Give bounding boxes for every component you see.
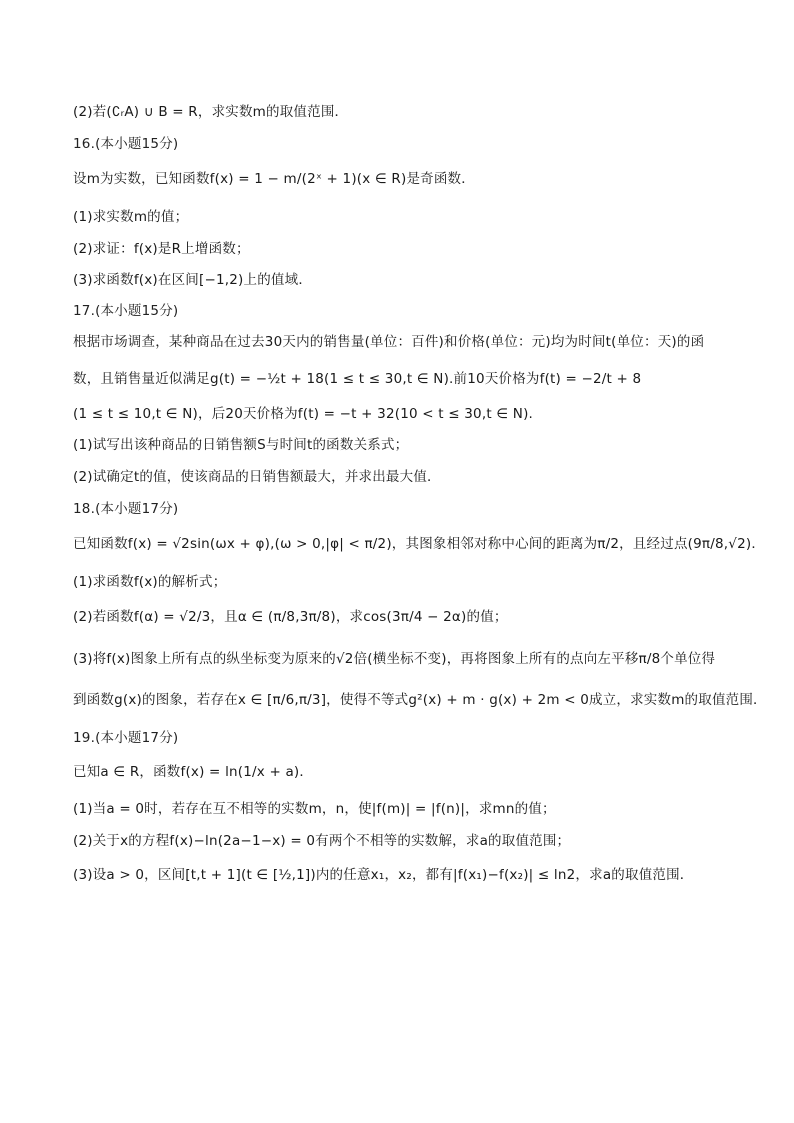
q17-heading: 17.(本小题15分) — [73, 303, 179, 319]
q19-heading: 19.(本小题17分) — [73, 730, 179, 746]
q16-statement: 设m为实数，已知函数f(x) = 1 − m/(2ˣ + 1)(x ∈ R)是奇函数． — [73, 171, 475, 187]
q17-statement-line3: (1 ≤ t ≤ 10,t ∈ N)，后20天价格为f(t) = −t + 32(10 < t ≤ 30,t ∈ N). — [73, 406, 534, 422]
q18-part3-line1: (3)将f(x)图象上所有点的纵坐标变为原来的√2倍(横坐标不变)，再将图象上所有的点向左平移π/8个单位得 — [73, 651, 716, 667]
q17-part2: (2)试确定t的值，使该商品的日销售额最大，并求出最大值． — [73, 469, 441, 485]
q16-part1: (1)求实数m的值； — [73, 209, 189, 225]
q19-part2: (2)关于x的方程f(x)−ln(2a−1−x) = 0有两个不相等的实数解，求a的取值范围； — [73, 833, 571, 849]
q18-part2: (2)若函数f(α) = √2/3，且α ∈ (π/8,3π/8)，求cos(3π/4 − 2α)的值； — [73, 609, 508, 625]
q17-statement-line1: 根据市场调查，某种商品在过去30天内的销售量(单位：百件)和价格(单位：元)均为时间t(单位：天)的函 — [73, 334, 705, 350]
q15-part2: (2)若(∁ᵣA) ∪ B = R，求实数m的取值范围． — [73, 104, 349, 120]
q18-statement: 已知函数f(x) = √2sin(ωx + φ),(ω > 0,|φ| < π/2)，其图象相邻对称中心间的距离为π/2，且经过点(9π/8,√2)． — [73, 536, 766, 552]
q19-part3: (3)设a > 0，区间[t,t + 1](t ∈ [½,1])内的任意x₁，x₂，都有|f(x₁)−f(x₂)| ≤ ln2，求a的取值范围． — [73, 867, 694, 883]
q16-part2: (2)求证：f(x)是R上增函数； — [73, 241, 250, 257]
q17-part1: (1)试写出该种商品的日销售额S与时间t的函数关系式； — [73, 437, 409, 453]
q18-part3-line2: 到函数g(x)的图象，若存在x ∈ [π/6,π/3]，使得不等式g²(x) + m · g(x) + 2m < 0成立，求实数m的取值范围． — [73, 692, 767, 708]
q16-part3: (3)求函数f(x)在区间[−1,2)上的值域． — [73, 272, 313, 288]
q18-part1: (1)求函数f(x)的解析式； — [73, 574, 227, 590]
q19-statement: 已知a ∈ R，函数f(x) = ln(1/x + a)． — [73, 764, 314, 780]
q16-heading: 16.(本小题15分) — [73, 136, 179, 152]
q18-heading: 18.(本小题17分) — [73, 501, 179, 517]
q19-part1: (1)当a = 0时，若存在互不相等的实数m，n，使|f(m)| = |f(n)|，求mn的值； — [73, 801, 556, 817]
q17-statement-line2: 数，且销售量近似满足g(t) = −½t + 18(1 ≤ t ≤ 30,t ∈ N).前10天价格为f(t) = −2/t + 8 — [73, 371, 642, 387]
